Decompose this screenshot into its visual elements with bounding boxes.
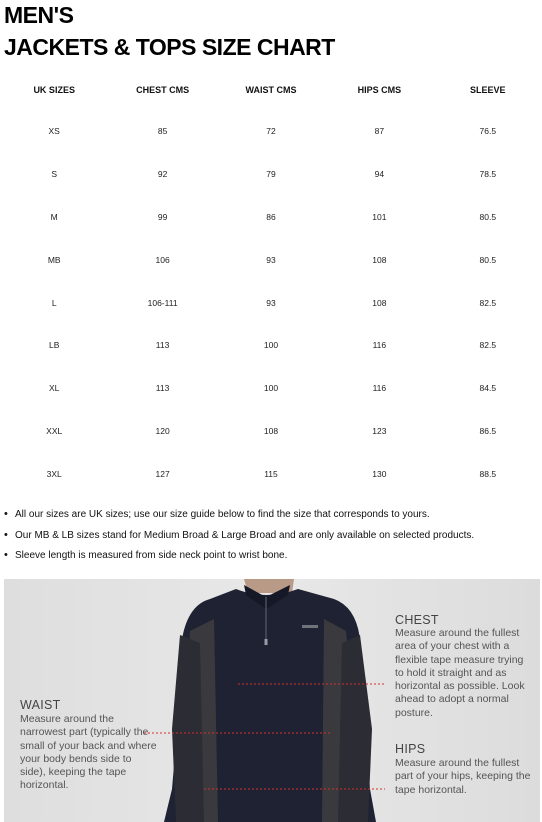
cell-sleeve: 76.5 bbox=[479, 126, 497, 137]
cell-sleeve: 84.5 bbox=[479, 383, 497, 394]
page-title-line2: JACKETS & TOPS SIZE CHART bbox=[4, 34, 335, 60]
table-row bbox=[0, 153, 542, 196]
cell-sleeve: 82.5 bbox=[479, 297, 497, 308]
cell-size: LB bbox=[48, 340, 60, 351]
table-row bbox=[0, 410, 542, 453]
page-title-line1: MEN'S bbox=[4, 2, 74, 28]
cell-size: XL bbox=[48, 383, 60, 394]
hips-label-text: Measure around the fullest part of your hips, keeping the tape horizontal. bbox=[395, 757, 531, 796]
cell-hips: 123 bbox=[372, 425, 387, 436]
cell-size: S bbox=[51, 169, 58, 180]
cell-hips: 87 bbox=[374, 126, 385, 137]
table-body bbox=[0, 110, 542, 495]
cell-size: MB bbox=[47, 254, 61, 265]
cell-chest: 99 bbox=[157, 211, 168, 222]
cell-hips: 116 bbox=[372, 383, 387, 394]
cell-chest: 113 bbox=[155, 340, 170, 351]
cell-hips: 116 bbox=[372, 340, 387, 351]
table-row bbox=[0, 367, 542, 410]
cell-hips: 101 bbox=[372, 211, 387, 222]
table-row bbox=[0, 452, 542, 495]
table-row bbox=[0, 110, 542, 153]
cell-sleeve: 78.5 bbox=[479, 169, 497, 180]
table-row bbox=[0, 324, 542, 367]
cell-waist: 100 bbox=[263, 383, 279, 394]
note-sleeve-length: • Sleeve length is measured from side neck point to wrist bone. bbox=[4, 547, 540, 568]
table-row bbox=[0, 196, 542, 239]
column-header-sleeve: SLEEVE bbox=[470, 85, 506, 95]
hips-label-title: HIPS bbox=[395, 742, 426, 756]
chest-label-text: Measure around the fullest area of your chest with a flexible tape measure trying to hold it straight and as horizontal as possible. Look ahead to adopt a normal posture. bbox=[395, 627, 525, 719]
cell-sleeve: 80.5 bbox=[479, 211, 497, 222]
cell-hips: 94 bbox=[374, 169, 385, 180]
cell-size: 3XL bbox=[46, 468, 62, 479]
cell-waist: 86 bbox=[266, 211, 276, 222]
cell-waist: 72 bbox=[266, 126, 276, 137]
cell-size: XXL bbox=[46, 425, 63, 436]
cell-waist: 79 bbox=[266, 169, 276, 180]
waist-label-text: Measure around the narrowest part (typically the small of your back and where your body bends side to side), keeping the tape horizontal. bbox=[20, 713, 157, 792]
chest-label-title: CHEST bbox=[395, 613, 439, 627]
table-row bbox=[0, 281, 542, 324]
cell-size: M bbox=[50, 211, 58, 222]
cell-chest: 106-111 bbox=[147, 297, 178, 308]
size-notes bbox=[4, 506, 540, 568]
cell-hips: 108 bbox=[372, 297, 387, 308]
table-row bbox=[0, 238, 542, 281]
cell-chest: 127 bbox=[155, 468, 170, 479]
column-header-hips: HIPS CMS bbox=[357, 85, 402, 95]
cell-sleeve: 88.5 bbox=[479, 468, 497, 479]
measurement-guide bbox=[4, 579, 540, 822]
cell-hips: 130 bbox=[372, 468, 387, 479]
cell-sleeve: 80.5 bbox=[479, 254, 497, 265]
waist-label-title: WAIST bbox=[20, 698, 61, 712]
table-header-row bbox=[0, 70, 542, 110]
cell-chest: 92 bbox=[157, 169, 168, 180]
cell-chest: 120 bbox=[155, 425, 170, 436]
cell-waist: 100 bbox=[263, 340, 279, 351]
cell-waist: 93 bbox=[266, 297, 276, 308]
cell-sleeve: 82.5 bbox=[479, 340, 497, 351]
cell-chest: 85 bbox=[157, 126, 168, 137]
cell-chest: 113 bbox=[155, 383, 170, 394]
cell-hips: 108 bbox=[372, 254, 387, 265]
cell-chest: 106 bbox=[155, 254, 170, 265]
size-table bbox=[0, 70, 542, 495]
column-header-chest: CHEST CMS bbox=[136, 85, 190, 95]
column-header-waist: WAIST CMS bbox=[245, 85, 297, 95]
note-uk-sizes: • All our sizes are UK sizes; use our size guide below to find the size that corresponds to yours. bbox=[4, 506, 540, 527]
cell-sleeve: 86.5 bbox=[479, 425, 497, 436]
note-broad-sizes: • Our MB & LB sizes stand for Medium Broad & Large Broad and are only available on selected products. bbox=[4, 527, 540, 548]
cell-waist: 115 bbox=[264, 468, 278, 479]
cell-size: L bbox=[51, 297, 57, 308]
cell-waist: 93 bbox=[266, 254, 276, 265]
column-header-uk-sizes: UK SIZES bbox=[33, 85, 75, 95]
cell-size: XS bbox=[48, 126, 60, 137]
cell-waist: 108 bbox=[263, 425, 279, 436]
